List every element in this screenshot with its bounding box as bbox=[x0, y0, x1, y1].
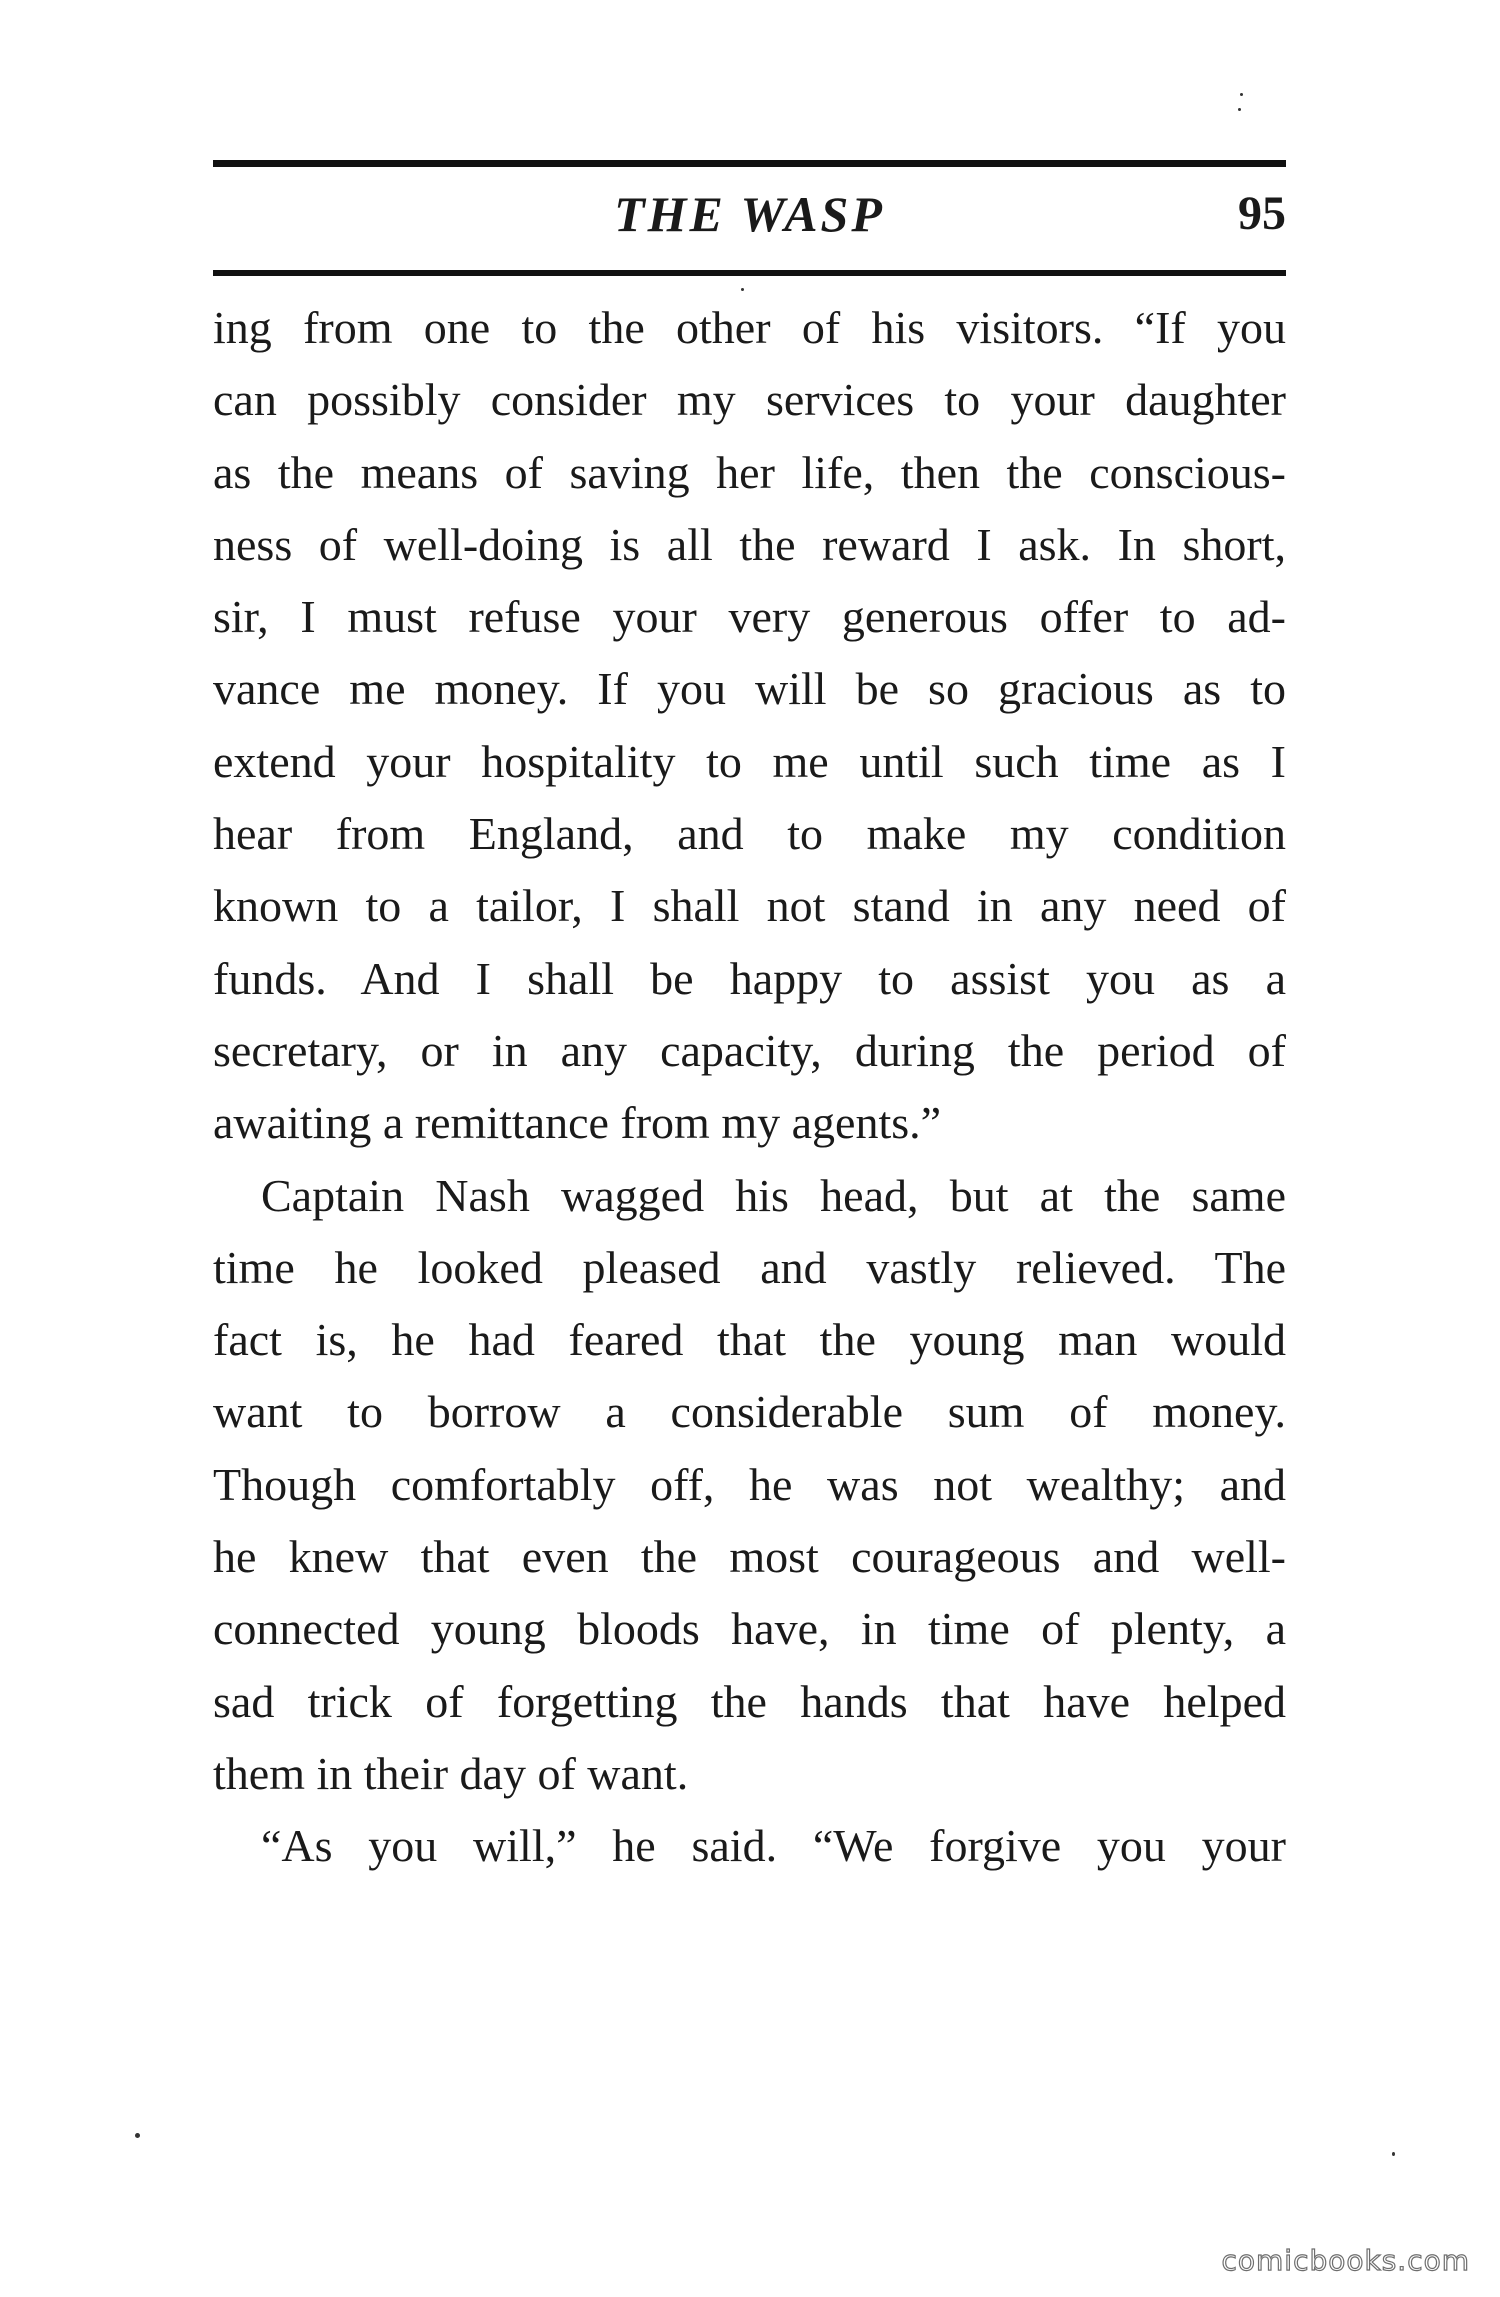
text-line: known to a tailor, I shall not stand in any need of bbox=[213, 880, 1286, 932]
ink-speck bbox=[1238, 108, 1241, 111]
page-number: 95 bbox=[1238, 187, 1286, 240]
watermark: comicbooks.com bbox=[1221, 2244, 1470, 2277]
text-line: vance me money. If you will be so gracious as to bbox=[213, 663, 1286, 715]
text-line: them in their day of want. bbox=[213, 1747, 689, 1799]
text-line: ness of well-doing is all the reward I ask. In short, bbox=[213, 518, 1286, 570]
text-line: funds. And I shall be happy to assist you as a bbox=[213, 952, 1286, 1004]
ink-speck bbox=[135, 2133, 140, 2138]
text-line: Though comfortably off, he was not wealthy; and bbox=[213, 1458, 1286, 1510]
text-line: as the means of saving her life, then the conscious- bbox=[213, 446, 1286, 498]
running-title: THE WASP bbox=[614, 186, 885, 242]
text-line: fact is, he had feared that the young man would bbox=[213, 1314, 1286, 1366]
text-line: can possibly consider my services to your daughter bbox=[213, 374, 1286, 426]
text-line: “As you will,” he said. “We forgive you your bbox=[261, 1820, 1286, 1872]
ink-speck bbox=[741, 288, 744, 291]
text-line: he knew that even the most courageous and well- bbox=[213, 1531, 1286, 1583]
ink-speck bbox=[1240, 93, 1243, 96]
text-line: sir, I must refuse your very generous offer to ad- bbox=[213, 591, 1286, 643]
text-line: ing from one to the other of his visitors. “If you bbox=[213, 302, 1286, 353]
text-line: Captain Nash wagged his head, but at the same bbox=[261, 1169, 1286, 1221]
body-text bbox=[213, 292, 1286, 1883]
text-line: extend your hospitality to me until such time as I bbox=[213, 735, 1286, 787]
header-rule-top bbox=[213, 160, 1286, 167]
text-line: hear from England, and to make my condition bbox=[213, 808, 1286, 860]
text-line: awaiting a remittance from my agents.” bbox=[213, 1097, 942, 1149]
text-line: connected young bloods have, in time of plenty, a bbox=[213, 1603, 1286, 1655]
text-line: secretary, or in any capacity, during the period of bbox=[213, 1024, 1286, 1076]
text-line: want to borrow a considerable sum of money. bbox=[213, 1386, 1286, 1438]
running-head bbox=[213, 176, 1286, 256]
ink-speck bbox=[1392, 2152, 1395, 2156]
text-line: time he looked pleased and vastly relieved. The bbox=[213, 1241, 1286, 1293]
header-rule-bottom bbox=[213, 270, 1286, 276]
text-line: sad trick of forgetting the hands that have helped bbox=[213, 1675, 1286, 1727]
